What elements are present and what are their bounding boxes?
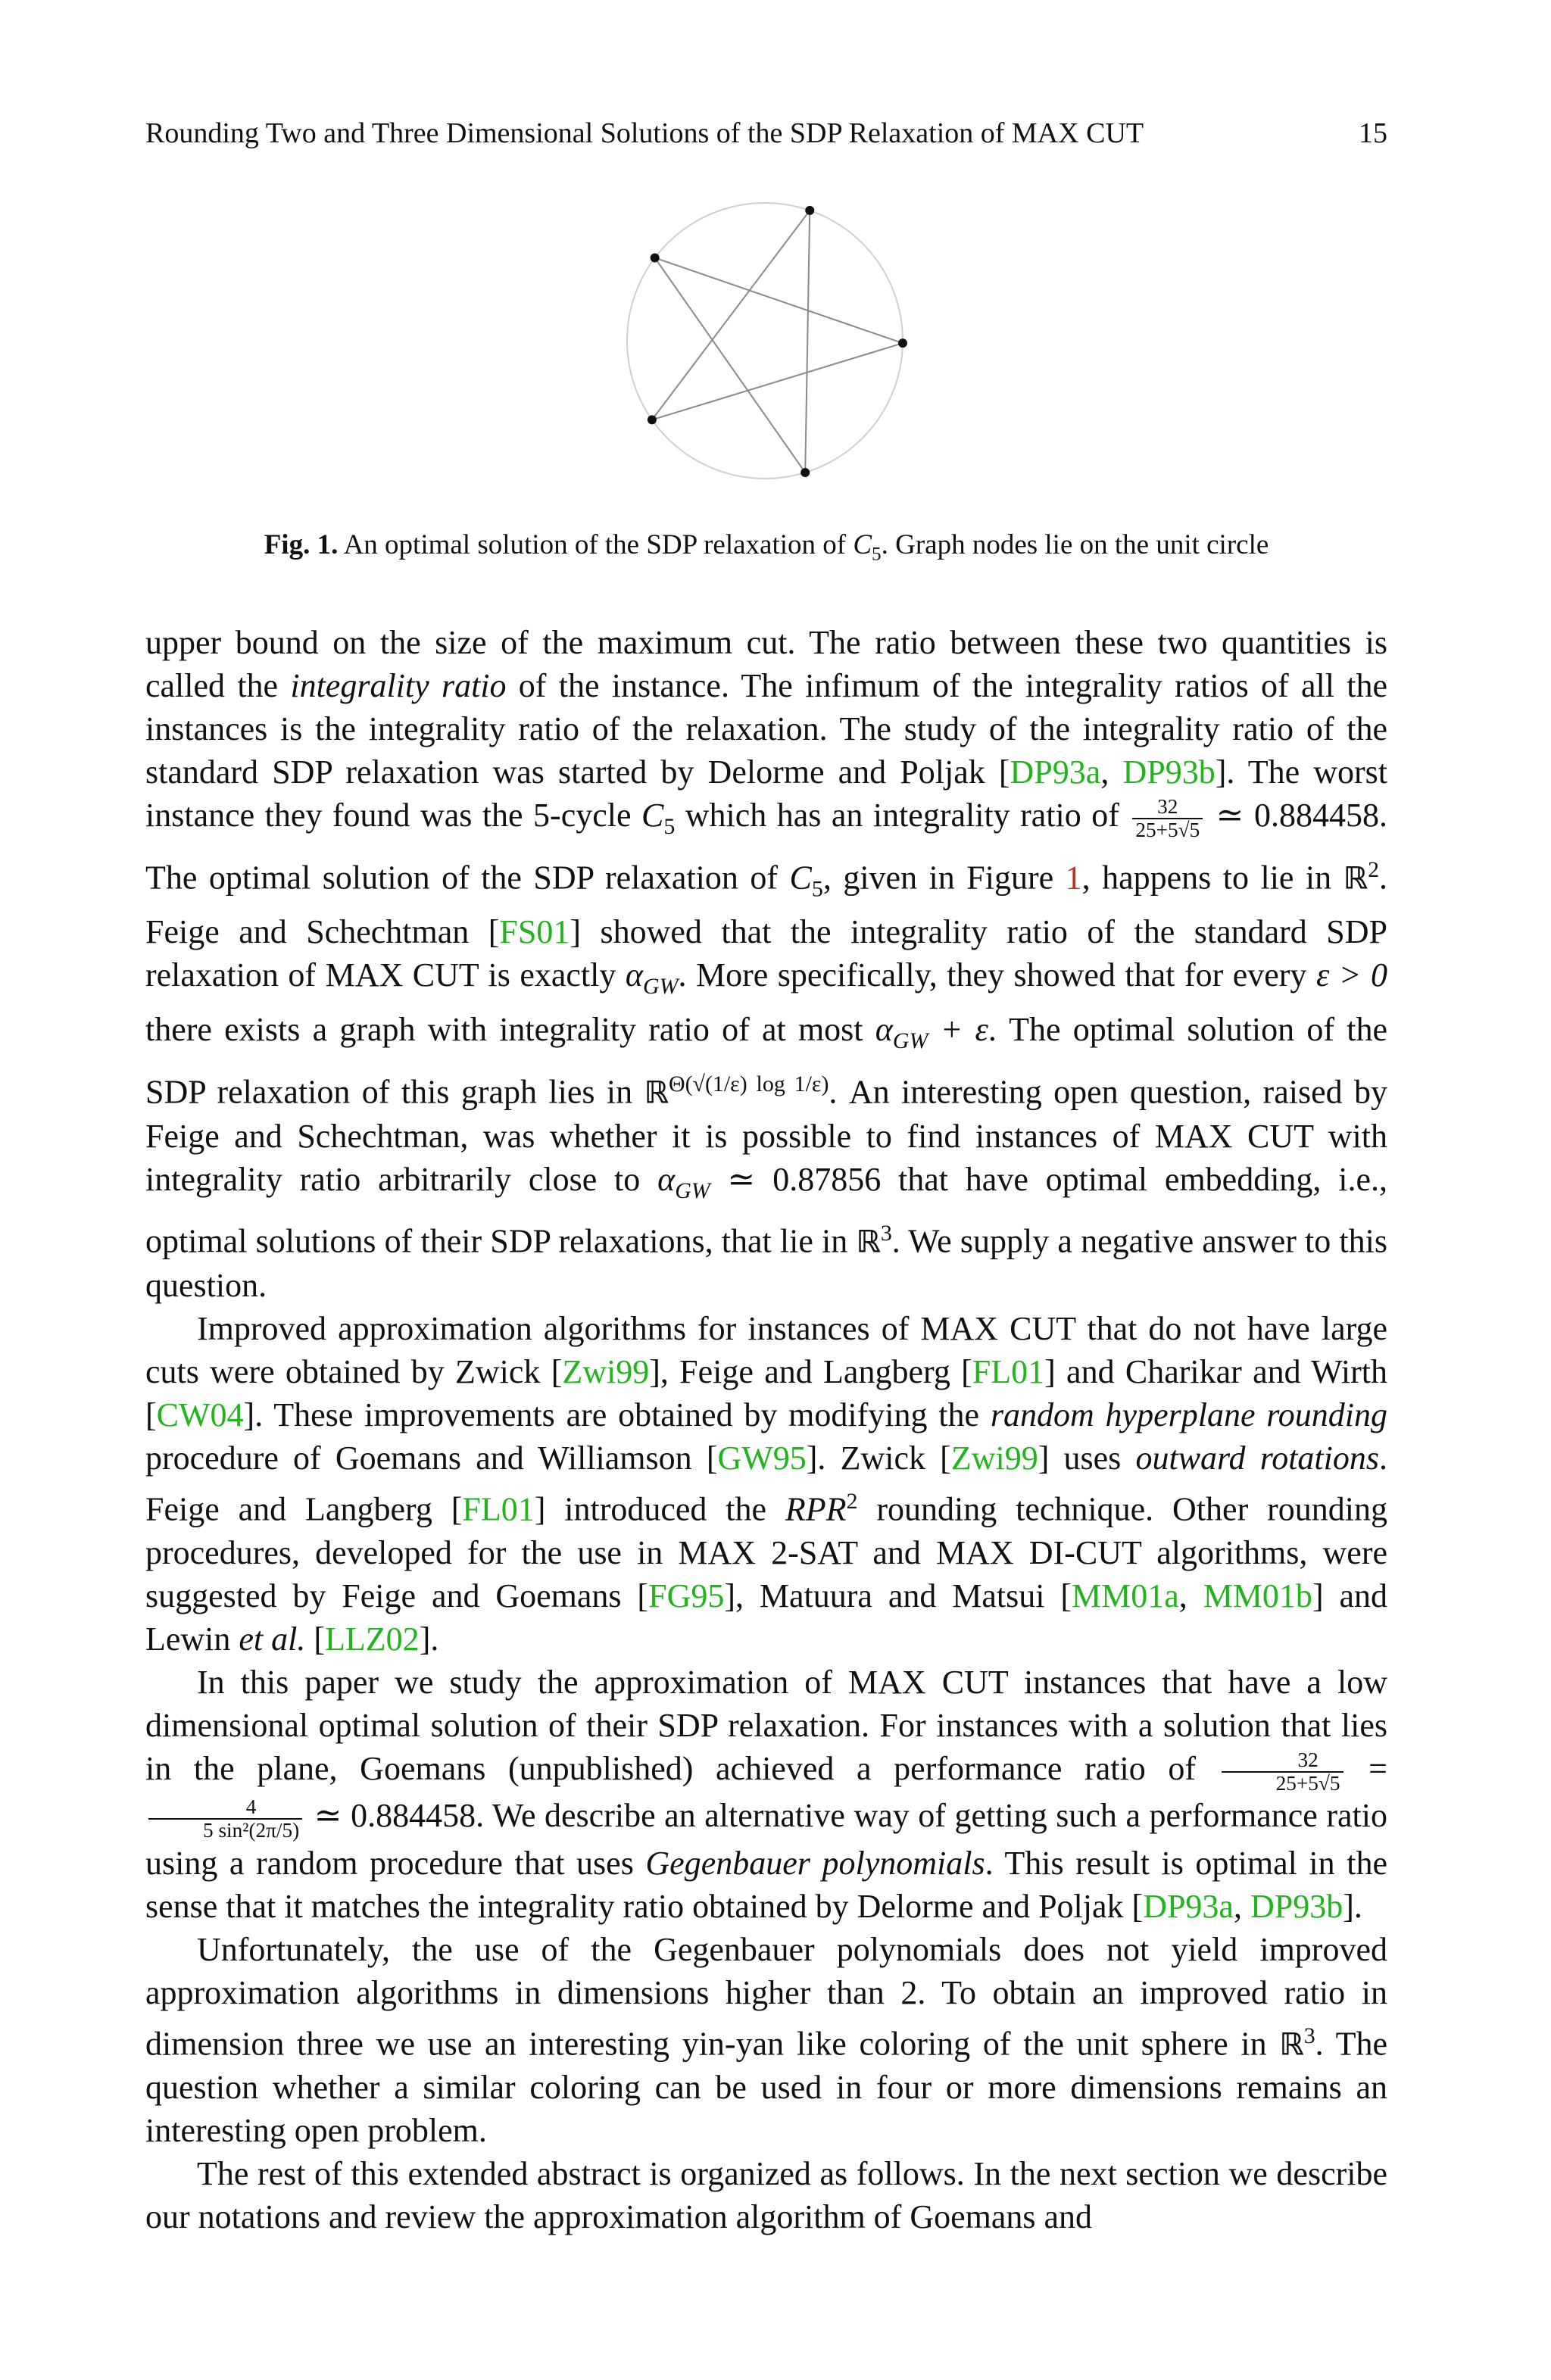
- citation-link[interactable]: GW95: [717, 1439, 807, 1477]
- paragraph-4: Unfortunately, the use of the Gegenbauer polynomials does not yield improved approximation algorithms in dimensions higher than 2. To obtain an improved ratio in dimension three we use an interesting yin-yan like coloring of the unit sphere in ℝ$^3$. The question whether a similar coloring can be used in four or more dimensions remains an interesting open problem.: [145, 1930, 1387, 2150]
- running-head-title: Rounding Two and Three Dimensional Solutions of the SDP Relaxation of MAX CUT: [145, 117, 1144, 149]
- graph-edges: [652, 211, 903, 473]
- graph-node: [898, 338, 907, 348]
- citation-link[interactable]: MM01b: [1203, 1577, 1312, 1614]
- citation-link[interactable]: DP93b: [1250, 1887, 1343, 1925]
- fraction: $\frac{32}{25+5√5}$: [1132, 796, 1203, 841]
- caption-math: C: [853, 529, 872, 560]
- graph-edge: [655, 257, 903, 343]
- citation-link[interactable]: FL01: [972, 1352, 1045, 1390]
- citation-link[interactable]: DP93a: [1143, 1887, 1234, 1925]
- citation-link[interactable]: FS01: [499, 913, 570, 951]
- paragraph-1: upper bound on the size of the maximum cut. The ratio between these two quantities is called the integrality ratio of the instance. The infimum of the integrality ratios of all the instances is the integrality ratio of the relaxation. The study of the integrality ratio of the standard SDP relaxation was started by Delorme and Poljak [DP93a, DP93b]. The worst instance they found was the 5-cycle $C_5$ which has an integrality ratio of $\frac{32}{25+5√5}$ ≃ 0.884458. The optimal solution of the SDP relaxation of $C_5$, given in Figure 1, happens to lie in ℝ$^2$. Feige and Schechtman [FS01] showed that the integrality ratio of the standard SDP relaxation of MAX CUT is exactly $\alpha_{GW}$. More specifically, they showed that for every ε > 0 there exists a graph with integrality ratio of at most $\alpha_{GW} + \varepsilon$. The optimal solution of the SDP relaxation of this graph lies in ℝ$^{\Theta(√(1/\varepsilon) log 1/\varepsilon)}$. An interesting open question, raised by Feige and Schechtman, was whether it is possible to find instances of MAX CUT with integrality ratio arbitrarily close to $\alpha_{GW}$ ≃ 0.87856 that have optimal embedding, i.e., optimal solutions of their SDP relaxations, that lie in ℝ$^3$. We supply a negative answer to this question.: [145, 624, 1388, 1304]
- citation-link[interactable]: CW04: [156, 1396, 244, 1433]
- graph-node: [648, 415, 657, 424]
- citation-link[interactable]: Zwi99: [562, 1352, 650, 1390]
- figure-caption: [145, 526, 1387, 574]
- caption-text-end: . Graph nodes lie on the unit circle: [881, 529, 1269, 560]
- caption-math-sub: 5: [872, 544, 882, 565]
- citation-link[interactable]: LLZ02: [325, 1620, 420, 1658]
- citation-link[interactable]: FL01: [462, 1490, 535, 1528]
- graph-nodes: [648, 206, 907, 477]
- fraction: $\frac{32}{25+5√5}$: [1222, 1749, 1343, 1794]
- graph-node: [805, 206, 814, 215]
- graph-node: [651, 253, 660, 262]
- fraction: $\frac{4}{\text{5 sin²(2π/5)}}$: [148, 1796, 302, 1841]
- citation-link[interactable]: DP93a: [1010, 753, 1101, 791]
- figure-label: Fig. 1.: [264, 529, 339, 560]
- body-text: [145, 621, 1387, 2238]
- paragraph-3: In this paper we study the approximation of MAX CUT instances that have a low dimensional optimal solution of their SDP relaxation. For instances with a solution that lies in the plane, Goemans (unpublished) achieved a performance ratio of $\frac{32}{25+5√5}$ = $\frac{4}{\text{5 sin²(2π/5)}}$ ≃ 0.884458. We describe an alternative way of getting such a performance ratio using a random procedure that uses Gegenbauer polynomials. This result is optimal in the sense that it matches the integrality ratio obtained by Delorme and Poljak [DP93a, DP93b].: [145, 1663, 1387, 1925]
- citation-link[interactable]: Zwi99: [950, 1439, 1038, 1477]
- graph-edge: [655, 257, 806, 473]
- graph-edge: [652, 211, 810, 420]
- figure-ref-link[interactable]: 1: [1065, 859, 1082, 897]
- paragraph-5: The rest of this extended abstract is organized as follows. In the next section we describe our notations and review the approximation algorithm of Goemans and: [145, 2155, 1387, 2236]
- citation-link[interactable]: MM01a: [1072, 1577, 1179, 1614]
- caption-text: An optimal solution of the SDP relaxation of: [343, 529, 854, 560]
- c5-figure: [613, 189, 916, 492]
- paragraph-2: Improved approximation algorithms for instances of MAX CUT that do not have large cuts were obtained by Zwick [Zwi99], Feige and Langberg [FL01] and Charikar and Wirth [CW04]. These improvements are obtained by modifying the random hyperplane rounding procedure of Goemans and Williamson [GW95]. Zwick [Zwi99] uses outward rotations. Feige and Langberg [FL01] introduced the RPR$^2$ rounding technique. Other rounding procedures, developed for the use in MAX 2-SAT and MAX DI-CUT algorithms, were suggested by Feige and Goemans [FG95], Matuura and Matsui [MM01a, MM01b] and Lewin et al. [LLZ02].: [145, 1309, 1388, 1658]
- graph-node: [800, 468, 810, 477]
- page-number: 15: [1359, 117, 1387, 149]
- unit-circle: [627, 203, 903, 479]
- graph-edge: [805, 211, 810, 473]
- graph-edge: [652, 343, 903, 420]
- citation-link[interactable]: DP93b: [1122, 753, 1216, 791]
- citation-link[interactable]: FG95: [648, 1577, 725, 1614]
